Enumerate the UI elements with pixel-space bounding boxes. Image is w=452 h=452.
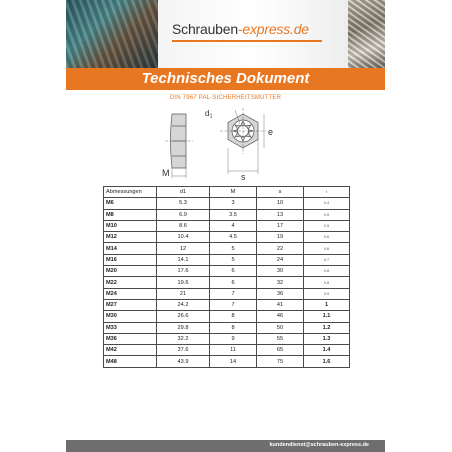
label-e: e	[268, 127, 274, 137]
cell-s: 50	[257, 322, 304, 333]
cell-size: M36	[104, 333, 157, 344]
dimensions-table	[103, 186, 350, 368]
header-t: t	[304, 187, 350, 198]
cell-m: 4	[210, 220, 257, 231]
cell-s: 41	[257, 299, 304, 310]
table-row	[104, 288, 350, 299]
cell-d1: 12	[157, 243, 210, 254]
cell-m: 5	[210, 243, 257, 254]
table-row	[104, 277, 350, 288]
front-view	[220, 108, 266, 174]
table-row	[104, 299, 350, 310]
cell-t: 0.5	[304, 209, 350, 220]
table-row	[104, 209, 350, 220]
technical-drawing	[160, 104, 295, 182]
cell-s: 22	[257, 243, 304, 254]
table-row	[104, 311, 350, 322]
cell-m: 8	[210, 311, 257, 322]
logo-underline	[172, 40, 322, 42]
footer-bar	[66, 440, 385, 452]
cell-size: M12	[104, 232, 157, 243]
cell-m: 11	[210, 345, 257, 356]
cell-d1: 21	[157, 288, 210, 299]
page-title: Technisches Dokument	[141, 70, 310, 87]
cell-t: 0.8	[304, 266, 350, 277]
cell-d1: 26.6	[157, 311, 210, 322]
cell-d1: 19.6	[157, 277, 210, 288]
label-s: s	[241, 172, 246, 182]
cell-size: M10	[104, 220, 157, 231]
cell-s: 36	[257, 288, 304, 299]
cell-t: 0.4	[304, 198, 350, 209]
cell-m: 6	[210, 266, 257, 277]
header-m: M	[210, 187, 257, 198]
cell-size: M14	[104, 243, 157, 254]
cell-size: M30	[104, 311, 157, 322]
cell-size: M24	[104, 288, 157, 299]
cell-s: 30	[257, 266, 304, 277]
cell-t: 0.7	[304, 254, 350, 265]
table-row	[104, 254, 350, 265]
label-m: M	[162, 168, 170, 178]
cell-m: 7	[210, 288, 257, 299]
header-s: s	[257, 187, 304, 198]
cell-t: 0.5	[304, 220, 350, 231]
cell-d1: 43.9	[157, 356, 210, 367]
table-row	[104, 198, 350, 209]
cell-d1: 6.9	[157, 209, 210, 220]
cell-size: M6	[104, 198, 157, 209]
table-row	[104, 333, 350, 344]
header-photo-tools	[66, 0, 158, 68]
cell-m: 5	[210, 254, 257, 265]
cell-t: 1.3	[304, 333, 350, 344]
cell-s: 55	[257, 333, 304, 344]
cell-t: 0.9	[304, 288, 350, 299]
cell-d1: 17.6	[157, 266, 210, 277]
brand-domain: -express.de	[237, 21, 309, 37]
cell-d1: 24.2	[157, 299, 210, 310]
cell-s: 17	[257, 220, 304, 231]
cell-s: 24	[257, 254, 304, 265]
cell-t: 1	[304, 299, 350, 310]
cell-d1: 14.1	[157, 254, 210, 265]
cell-m: 6	[210, 277, 257, 288]
cell-d1: 29.8	[157, 322, 210, 333]
table-header-row	[104, 187, 350, 198]
cell-s: 13	[257, 209, 304, 220]
table-row	[104, 322, 350, 333]
cell-m: 8	[210, 322, 257, 333]
cell-t: 1.6	[304, 356, 350, 367]
cell-s: 10	[257, 198, 304, 209]
cell-size: M42	[104, 345, 157, 356]
table-row	[104, 266, 350, 277]
table-row	[104, 220, 350, 231]
cell-size: M33	[104, 322, 157, 333]
cell-m: 9	[210, 333, 257, 344]
document-subtitle: DIN 7967 PAL-SICHERHEITSMUTTER	[169, 95, 282, 101]
cell-s: 75	[257, 356, 304, 367]
table-row	[104, 243, 350, 254]
cell-m: 4.5	[210, 232, 257, 243]
cell-t: 1.4	[304, 345, 350, 356]
cell-size: M16	[104, 254, 157, 265]
cell-size: M20	[104, 266, 157, 277]
cell-t: 1.1	[304, 311, 350, 322]
cell-t: 0.6	[304, 243, 350, 254]
table-row	[104, 345, 350, 356]
brand-name: Schrauben	[172, 21, 238, 37]
cell-size: M8	[104, 209, 157, 220]
cell-m: 3	[210, 198, 257, 209]
table-row	[104, 232, 350, 243]
cell-t: 0.8	[304, 277, 350, 288]
cell-d1: 32.2	[157, 333, 210, 344]
cell-size: M22	[104, 277, 157, 288]
cell-s: 19	[257, 232, 304, 243]
cell-s: 32	[257, 277, 304, 288]
cell-m: 7	[210, 299, 257, 310]
title-band	[66, 68, 385, 90]
label-d1: d1	[205, 109, 213, 120]
cell-t: 0.6	[304, 232, 350, 243]
cell-size: M27	[104, 299, 157, 310]
cell-m: 14	[210, 356, 257, 367]
cell-size: M48	[104, 356, 157, 367]
cell-s: 65	[257, 345, 304, 356]
header-photo-screws	[348, 0, 385, 68]
cell-d1: 8.6	[157, 220, 210, 231]
cell-m: 3.5	[210, 209, 257, 220]
cell-d1: 37.6	[157, 345, 210, 356]
cell-d1: 5.3	[157, 198, 210, 209]
footer-email[interactable]: kundendienst@schrauben-express.de	[269, 442, 369, 448]
cell-t: 1.2	[304, 322, 350, 333]
header-banner	[66, 0, 385, 90]
cell-d1: 10.4	[157, 232, 210, 243]
table-row	[104, 356, 350, 367]
brand-logo	[158, 0, 348, 68]
cell-s: 46	[257, 311, 304, 322]
header-abmessungen: Abmessungen	[104, 187, 157, 198]
header-d1: d1	[157, 187, 210, 198]
